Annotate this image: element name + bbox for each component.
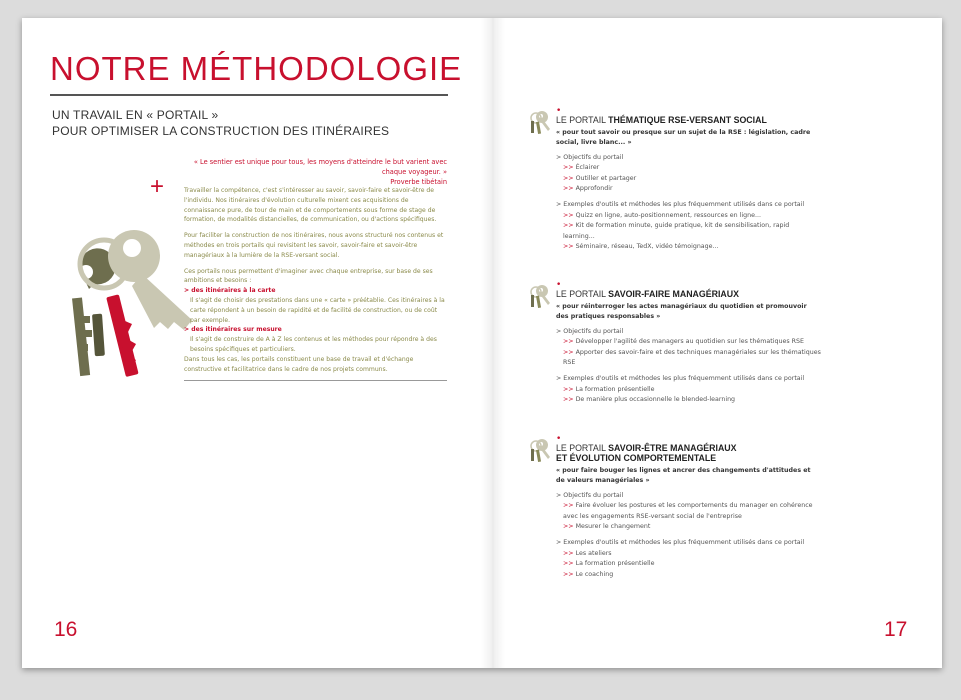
arrow-marker: >> xyxy=(563,560,574,568)
arrow-marker: >> xyxy=(563,385,574,393)
section-divider xyxy=(184,380,447,381)
plus-icon: + xyxy=(150,173,165,200)
portal-title-name: THÉMATIQUE RSE-VERSANT SOCIAL xyxy=(608,115,767,125)
objective-item: >> Faire évoluer les postures et les comportements du manager en cohérence avec les engagements RSE-versant social de l'entreprise xyxy=(563,502,813,520)
example-item: >> Kit de formation minute, guide pratique, kit de sensibilisation, rapid learning... xyxy=(563,222,790,240)
arrow-marker: >> xyxy=(563,338,574,346)
arrow-marker: >> xyxy=(563,174,574,182)
portal-lead: « pour tout savoir ou presque sur un sujet de la RSE : législation, cadre social, livre blanc... » xyxy=(556,129,811,147)
portal-section xyxy=(531,282,821,406)
arrow-marker: >> xyxy=(563,549,574,557)
objectives-label: > Objectifs du portail xyxy=(556,327,624,335)
examples-label: > Exemples d'outils et méthodes les plus fréquemment utilisés dans ce portail xyxy=(556,201,805,209)
objectives-label: > Objectifs du portail xyxy=(556,153,624,161)
objective-item: >> Apporter des savoir-faire et des techniques managériales sur les thématiques RSE xyxy=(563,348,821,367)
portal-lead: « pour réinterroger les actes managériaux du quotidien et promouvoir des pratiques responsables » xyxy=(556,303,807,321)
title-underline xyxy=(50,94,448,96)
example-item: >> Le coaching xyxy=(563,570,614,578)
objectives-label: > Objectifs du portail xyxy=(556,491,624,499)
portal-title xyxy=(556,443,821,463)
bullet-dot: • xyxy=(556,280,562,290)
example-item: >> La formation présentielle xyxy=(563,385,655,393)
epigraph-text: « Le sentier est unique pour tous, les moyens d'atteindre le but varient avec chaque voyageur. » xyxy=(193,158,447,176)
examples-label: > Exemples d'outils et méthodes les plus fréquemment utilisés dans ce portail xyxy=(556,539,805,547)
example-item: >> Quizz en ligne, auto-positionnement, ressources en ligne... xyxy=(563,211,761,219)
portal-title-prefix: LE PORTAIL xyxy=(556,115,609,125)
portal-title xyxy=(556,115,821,125)
objective-item: >> Éclairer xyxy=(563,164,600,172)
list-item-title: > des itinéraires à la carte xyxy=(184,287,276,295)
arrow-marker: >> xyxy=(563,243,574,251)
portal-title-prefix: LE PORTAIL xyxy=(556,443,609,453)
objective-item: >> Mesurer le changement xyxy=(563,523,651,531)
arrow-marker: >> xyxy=(563,211,574,219)
bullet-dot: • xyxy=(556,106,562,116)
subtitle-line-2: POUR OPTIMISER LA CONSTRUCTION DES ITINÉRAIRES xyxy=(52,124,390,138)
subtitle-line-1: UN TRAVAIL EN « PORTAIL » xyxy=(52,108,219,122)
page-gutter xyxy=(481,18,505,668)
example-item: >> Séminaire, réseau, TedX, vidéo témoignage... xyxy=(563,243,719,251)
epigraph xyxy=(184,157,447,187)
example-item: >> Les ateliers xyxy=(563,549,612,557)
arrow-marker: >> xyxy=(563,523,574,531)
example-item: >> De manière plus occasionnelle le blended-learning xyxy=(563,396,736,404)
page-number-left: 16 xyxy=(54,618,78,641)
paragraph: Pour faciliter la construction de nos itinéraires, nous avons structuré nos contenus et méthodes en trois portails qui revisitent les savoir, savoir-faire et savoir-être managériaux à la lumière de la RSE-versant social. xyxy=(184,232,444,259)
keys-icon xyxy=(527,284,551,310)
objective-item: >> Approfondir xyxy=(563,185,613,193)
keys-illustration xyxy=(46,218,196,403)
arrow-marker: >> xyxy=(563,570,574,578)
paragraph: Travailler la compétence, c'est s'intéresser au savoir, savoir-faire et savoir-être de l'individu. Nos itinéraires d'évolution culturelle mixent ces acquisitions de connaissance pure, de tour de main et de comportements sous forme de stage de formation, de modalités distancielles, de communication, ou d'actions spécifiques. xyxy=(184,187,437,224)
arrow-marker: >> xyxy=(563,396,574,404)
list-item-text: Il s'agit de choisir des prestations dans une « carte » préétablie. Ces itinéraires à la carte répondent à un besoin de rapidité et de facilité de construction, ou de coût par exemple. xyxy=(190,296,445,324)
portal-title-name: SAVOIR-FAIRE MANAGÉRIAUX xyxy=(608,289,739,299)
keys-icon xyxy=(527,438,551,464)
page-number-right: 17 xyxy=(884,618,908,641)
left-body-text xyxy=(184,186,449,374)
portal-title-name-2: ET ÉVOLUTION COMPORTEMENTALE xyxy=(556,453,717,463)
portal-title-prefix: LE PORTAIL xyxy=(556,289,609,299)
arrow-marker: >> xyxy=(563,222,574,230)
paragraph: Dans tous les cas, les portails constituent une base de travail et d'échange constructive et facilitatrice dans le cadre de nos projets communs. xyxy=(184,355,414,373)
examples-label: > Exemples d'outils et méthodes les plus fréquemment utilisés dans ce portail xyxy=(556,375,805,383)
objective-item: >> Développer l'agilité des managers au quotidien sur les thématiques RSE xyxy=(563,338,804,346)
list-item-text: Il s'agit de construire de A à Z les contenus et les méthodes pour répondre à des besoins spécifiques et particuliers. xyxy=(190,336,437,353)
objective-item: >> Outiller et partager xyxy=(563,174,637,182)
arrow-marker: >> xyxy=(563,348,574,356)
arrow-marker: >> xyxy=(563,164,574,172)
arrow-marker: >> xyxy=(563,502,574,510)
portal-section xyxy=(531,108,821,252)
example-item: >> La formation présentielle xyxy=(563,560,655,568)
portal-title-name: SAVOIR-ÊTRE MANAGÉRIAUX xyxy=(608,443,737,453)
portal-lead: « pour faire bouger les lignes et ancrer des changements d'attitudes et de valeurs managériales » xyxy=(556,467,811,485)
arrow-marker: >> xyxy=(563,185,574,193)
list-item-title: > des itinéraires sur mesure xyxy=(184,326,282,334)
page-title: NOTRE MÉTHODOLOGIE xyxy=(50,50,463,87)
paragraph: Ces portails nous permettent d'imaginer avec chaque entreprise, sur base de ses ambitions et besoins : xyxy=(184,267,433,285)
portal-title xyxy=(556,289,821,299)
keys-icon xyxy=(527,110,551,136)
bullet-dot: • xyxy=(556,434,562,444)
epigraph-source: Proverbe tibétain xyxy=(390,178,447,186)
portal-section xyxy=(531,436,821,580)
